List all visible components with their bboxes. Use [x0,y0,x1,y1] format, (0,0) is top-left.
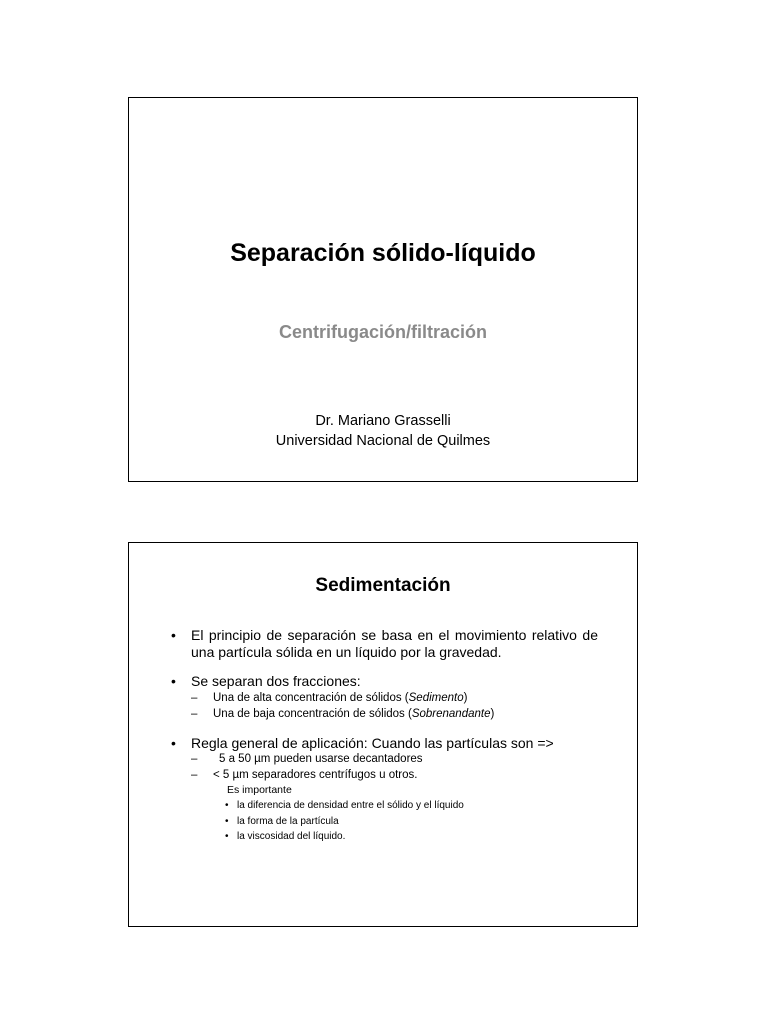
bullet-fractions [171,673,598,690]
sub-bullet-prefix: Una de alta concentración de sólidos ( [213,691,409,704]
author-name: Dr. Mariano Grasselli [315,413,451,429]
slide-title [128,97,638,482]
bullet-marker: • [225,831,229,842]
bullet-text: Regla general de aplicación: Cuando las partículas son => [191,734,554,751]
slide-subtitle: Centrifugación/filtración [278,322,487,342]
sub-bullet-text: < 5 µm separadores centrífugos u otros. [213,769,418,781]
dash-marker: – [191,753,198,765]
author-affiliation: Universidad Nacional de Quilmes [275,433,491,449]
note-item [171,798,598,814]
bullet-marker: • [171,673,176,689]
note-item-text: la viscosidad del líquido. [237,831,346,842]
bullet-rule [171,735,598,752]
bullet-marker: • [225,815,229,827]
note-heading: Es importante [227,784,292,796]
term-sedimento: Sedimento [408,691,464,704]
sub-bullet-sedimento [171,690,598,706]
slide-title-heading: Separación sólido-líquido [230,239,536,267]
bullet-principle [171,627,598,660]
note-item-text: la diferencia de densidad entre el sólido y el líquido [237,800,464,811]
slide-content [171,627,598,845]
bullet-text: El principio de separación se basa en el movimiento relativo de una partícula sólida en un líquido por la gravedad. [191,627,598,660]
sub-bullet-centrifugos [171,767,598,783]
dash-marker: – [191,707,198,720]
dash-marker: – [191,769,198,781]
bullet-text: Se separan dos fracciones: [191,673,361,689]
sub-bullet-sobrenandante [171,706,598,722]
sub-bullet-text: 5 a 50 µm pueden usarse decantadores [219,753,423,765]
slide-sedimentacion [128,542,638,927]
slide-heading: Sedimentación [315,575,451,596]
bullet-marker: • [171,734,176,751]
term-sobrenandante: Sobrenandante [411,707,491,720]
bullet-marker: • [225,800,229,811]
sub-bullet-decantadores [171,751,598,767]
sub-bullet-prefix: Una de baja concentración de sólidos ( [213,707,412,720]
note-item [171,814,598,830]
bullet-marker: • [171,627,176,643]
note-item-text: la forma de la partícula [237,815,339,827]
sub-bullet-suffix: ) [463,691,468,704]
sub-bullet-suffix: ) [490,707,495,720]
dash-marker: – [191,691,198,704]
note-item [171,829,598,845]
